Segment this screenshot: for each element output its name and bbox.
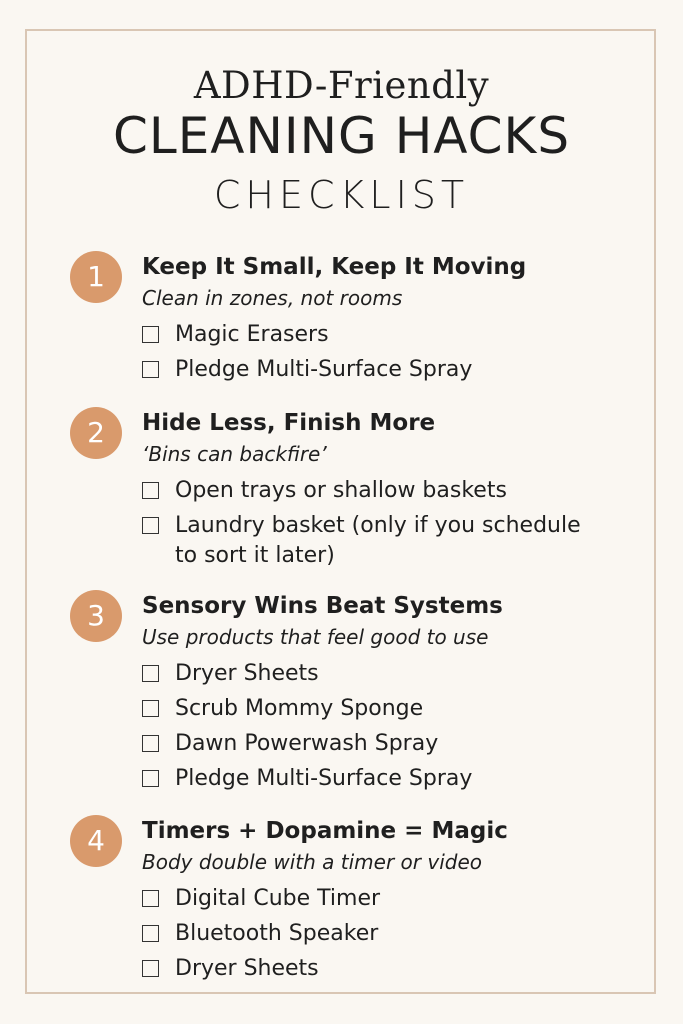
checklist-item-label: Scrub Mommy Sponge (175, 696, 424, 721)
section-heading: Sensory Wins Beat Systems (142, 593, 503, 619)
checkbox[interactable] (142, 925, 159, 942)
section-heading: Keep It Small, Keep It Moving (142, 254, 527, 280)
checkbox[interactable] (142, 665, 159, 682)
checklist-item-label: Magic Erasers (175, 322, 329, 347)
checklist-item-label: Open trays or shallow baskets (175, 478, 507, 503)
checklist-item-label: Digital Cube Timer (175, 886, 381, 911)
section-heading: Hide Less, Finish More (142, 410, 436, 436)
title-checklist: CHECKLIST (213, 173, 470, 217)
title-adhd-friendly: ADHD-Friendly (193, 64, 490, 107)
section-subtitle: Use products that feel good to use (142, 625, 489, 649)
checkbox[interactable] (142, 770, 159, 787)
checklist-item-label: Bluetooth Speaker (175, 921, 379, 946)
checklist-item-label: Pledge Multi-Surface Spray (175, 766, 473, 791)
section-subtitle: Clean in zones, not rooms (142, 286, 403, 310)
section-number-badge: 3 (70, 590, 122, 642)
section-subtitle: Body double with a timer or video (142, 850, 482, 874)
checklist-item-label: Dawn Powerwash Spray (175, 731, 439, 756)
section-number-badge: 1 (70, 251, 122, 303)
checkbox[interactable] (142, 700, 159, 717)
section-number-badge: 4 (70, 815, 122, 867)
checkbox[interactable] (142, 326, 159, 343)
checkbox[interactable] (142, 482, 159, 499)
checkbox[interactable] (142, 735, 159, 752)
section-subtitle: ‘Bins can backfire’ (142, 442, 327, 466)
checklist-item-label: Pledge Multi-Surface Spray (175, 357, 473, 382)
checklist-item-label: Dryer Sheets (175, 661, 319, 686)
checkbox[interactable] (142, 960, 159, 977)
section-number-badge: 2 (70, 407, 122, 459)
checkbox[interactable] (142, 361, 159, 378)
checkbox[interactable] (142, 517, 159, 534)
section-heading: Timers + Dopamine = Magic (142, 818, 508, 844)
checklist-item-label: Dryer Sheets (175, 956, 319, 981)
checkbox[interactable] (142, 890, 159, 907)
checklist-item-label: Laundry basket (only if you schedule to sort it later) (175, 513, 581, 568)
title-cleaning-hacks: CLEANING HACKS (112, 107, 571, 165)
